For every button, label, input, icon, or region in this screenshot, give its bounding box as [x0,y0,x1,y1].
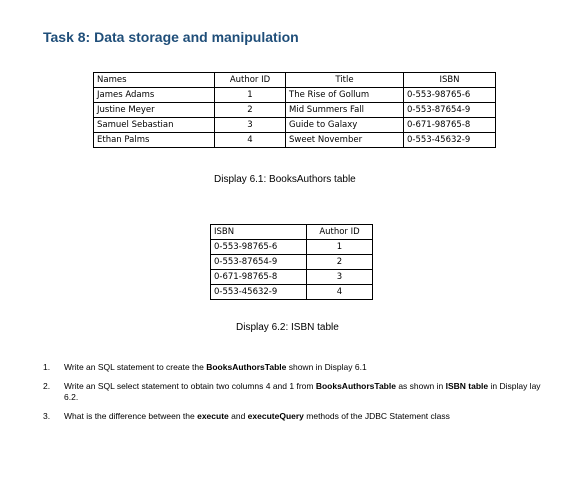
table-row [211,240,373,255]
column-header: ISBN [211,225,307,240]
table-row [94,88,496,103]
question-text: What is the difference between the execute and executeQuery methods of the JDBC Statement class [64,411,450,421]
table-cell: 4 [307,285,373,300]
table-header-row [211,225,373,240]
table-cell: 0-671-98765-8 [211,270,307,285]
table-header-row [94,73,496,88]
table-row [211,270,373,285]
table-cell: Mid Summers Fall [286,103,404,118]
table-cell: 2 [307,255,373,270]
table-cell: 0-671-98765-8 [404,118,496,133]
table-cell: Sweet November [286,133,404,148]
books-authors-table [93,72,496,148]
question-list [43,362,543,430]
question-number: 2. [43,381,51,391]
table-cell: Justine Meyer [94,103,215,118]
table-cell: James Adams [94,88,215,103]
column-header: Title [286,73,404,88]
table-row [211,285,373,300]
question-number: 1. [43,362,51,372]
table-cell: 0-553-87654-9 [404,103,496,118]
table-cell: 0-553-87654-9 [211,255,307,270]
table-cell: 0-553-45632-9 [404,133,496,148]
question-item [43,381,543,403]
table-row [211,255,373,270]
question-text: Write an SQL statement to create the BooksAuthorsTable shown in Display 6.1 [64,362,367,372]
column-header: Author ID [307,225,373,240]
table-cell: The Rise of Gollum [286,88,404,103]
isbn-table [210,224,373,300]
table2-caption: Display 6.2: ISBN table [236,322,339,333]
question-text: Write an SQL select statement to obtain two columns 4 and 1 from BooksAuthorsTable as shown in ISBN table in Display lay 6.2. [64,381,541,402]
question-item [43,362,543,373]
table-row [94,133,496,148]
question-item [43,411,543,422]
table-cell: 2 [215,103,286,118]
column-header: Names [94,73,215,88]
column-header: Author ID [215,73,286,88]
table1-caption: Display 6.1: BooksAuthors table [214,174,356,185]
table-row [94,103,496,118]
table-cell: 1 [215,88,286,103]
table-cell: 1 [307,240,373,255]
table-cell: Samuel Sebastian [94,118,215,133]
table-cell: 4 [215,133,286,148]
table-row [94,118,496,133]
question-number: 3. [43,411,51,421]
table-cell: 0-553-98765-6 [404,88,496,103]
table-cell: Ethan Palms [94,133,215,148]
table-cell: 3 [307,270,373,285]
table-cell: 3 [215,118,286,133]
table-cell: Guide to Galaxy [286,118,404,133]
table-cell: 0-553-98765-6 [211,240,307,255]
page-title: Task 8: Data storage and manipulation [43,29,299,45]
table-cell: 0-553-45632-9 [211,285,307,300]
column-header: ISBN [404,73,496,88]
